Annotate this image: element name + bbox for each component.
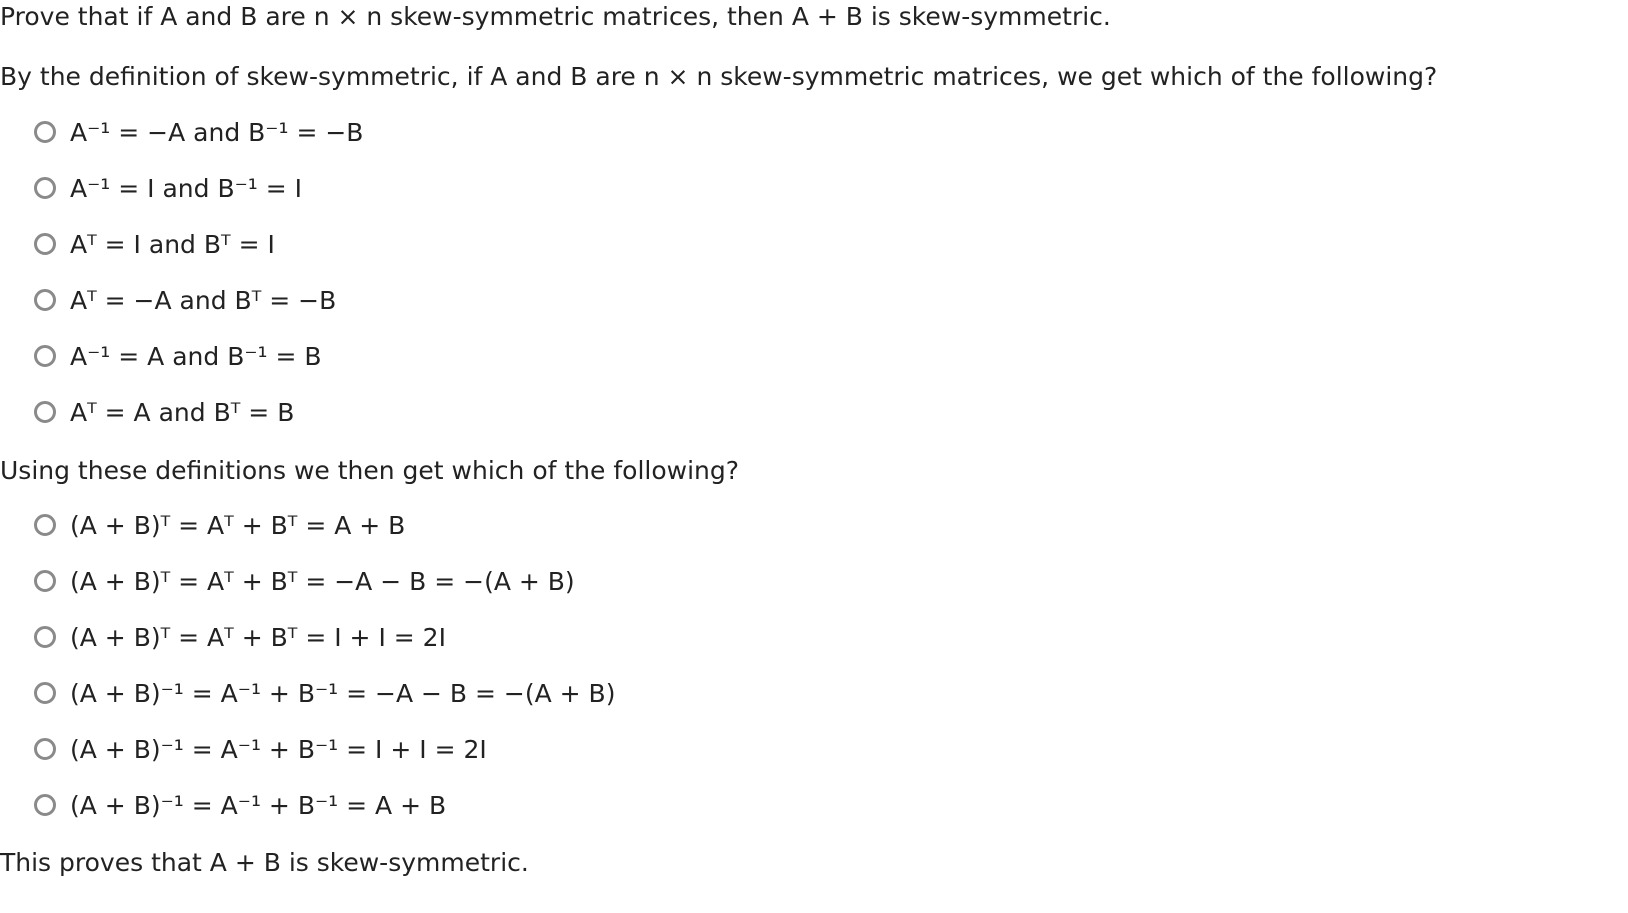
option-label: A⁻¹ = A and B⁻¹ = B [70,341,322,371]
step1-option-5[interactable] [34,336,322,376]
radio-button[interactable] [34,233,56,255]
option-label: (A + B)ᵀ = Aᵀ + Bᵀ = A + B [70,510,406,540]
option-label: Aᵀ = I and Bᵀ = I [70,229,275,259]
radio-button[interactable] [34,345,56,367]
radio-button[interactable] [34,177,56,199]
step1-option-2[interactable] [34,168,302,208]
conclusion-text: This proves that A + B is skew-symmetric. [0,848,529,877]
radio-button[interactable] [34,570,56,592]
step2-option-6[interactable] [34,785,446,825]
option-label: Aᵀ = −A and Bᵀ = −B [70,285,337,315]
option-label: (A + B)⁻¹ = A⁻¹ + B⁻¹ = A + B [70,790,447,820]
option-label: A⁻¹ = −A and B⁻¹ = −B [70,117,364,147]
step2-option-4[interactable] [34,673,615,713]
radio-button[interactable] [34,121,56,143]
step2-option-3[interactable] [34,617,446,657]
step2-prompt: Using these definitions we then get which of the following? [0,456,740,485]
radio-button[interactable] [34,738,56,760]
step1-prompt: By the definition of skew-symmetric, if A and B are n × n skew-symmetric matrices, we get which of the following? [0,62,1438,91]
radio-button[interactable] [34,794,56,816]
radio-button[interactable] [34,682,56,704]
radio-button[interactable] [34,401,56,423]
option-label: (A + B)ᵀ = Aᵀ + Bᵀ = I + I = 2I [70,622,446,652]
step1-option-6[interactable] [34,392,294,432]
radio-button[interactable] [34,626,56,648]
step2-option-2[interactable] [34,561,575,601]
option-label: (A + B)⁻¹ = A⁻¹ + B⁻¹ = −A − B = −(A + B) [70,678,616,708]
option-label: Aᵀ = A and Bᵀ = B [70,397,295,427]
step1-option-4[interactable] [34,280,336,320]
radio-button[interactable] [34,289,56,311]
radio-button[interactable] [34,514,56,536]
option-label: (A + B)ᵀ = Aᵀ + Bᵀ = −A − B = −(A + B) [70,566,575,596]
option-label: A⁻¹ = I and B⁻¹ = I [70,173,303,203]
option-label: (A + B)⁻¹ = A⁻¹ + B⁻¹ = I + I = 2I [70,734,487,764]
step2-option-5[interactable] [34,729,487,769]
step1-option-1[interactable] [34,112,363,152]
step2-option-1[interactable] [34,505,405,545]
question-prompt: Prove that if A and B are n × n skew-symmetric matrices, then A + B is skew-symmetric. [0,2,1111,31]
step1-option-3[interactable] [34,224,275,264]
